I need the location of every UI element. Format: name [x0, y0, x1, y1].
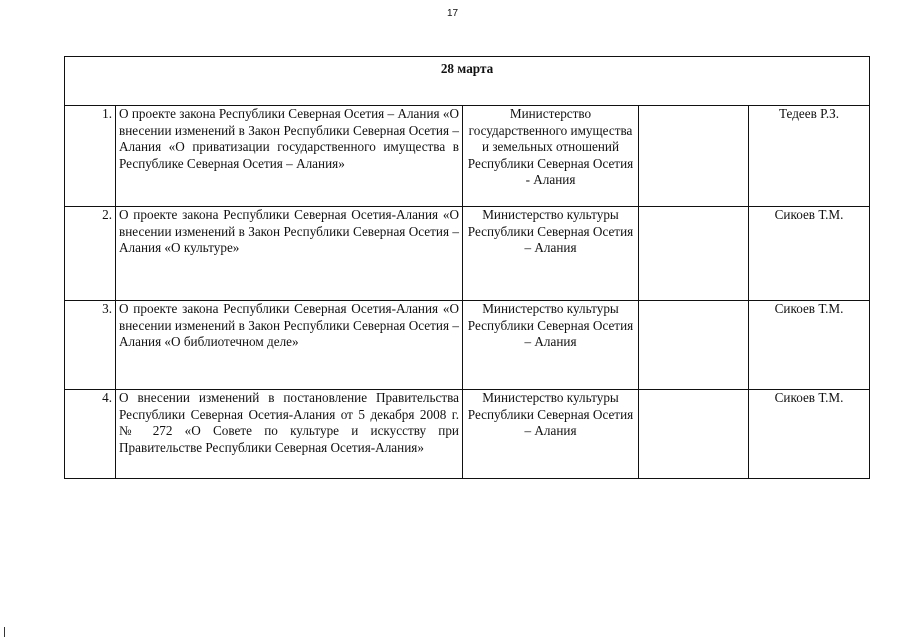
row-subject: О проекте закона Республики Северная Осетия – Алания «О внесении изменений в Закон Республики Северная Осетия – Алания «О приватизации государственного имущества в Республике Северная Осетия – Алания»: [116, 106, 463, 207]
page-number: 17: [446, 8, 459, 19]
table-row: [65, 390, 870, 479]
row-number: 1.: [65, 106, 116, 207]
row-subject: О проекте закона Республики Северная Осетия-Алания «О внесении изменений в Закон Республики Северная Осетия – Алания «О культуре»: [116, 207, 463, 301]
row-organization: Министерство культуры Республики Северная Осетия – Алания: [463, 390, 639, 479]
table-row: [65, 301, 870, 390]
row-responsible: Сикоев Т.М.: [749, 390, 870, 479]
row-number: 3.: [65, 301, 116, 390]
row-organization: Министерство культуры Республики Северная Осетия – Алания: [463, 207, 639, 301]
schedule-table: [64, 56, 870, 479]
scan-edge-mark: [4, 627, 5, 637]
row-organization: Министерство культуры Республики Северная Осетия – Алания: [463, 301, 639, 390]
date-header: 28 марта: [65, 57, 870, 106]
row-subject: О внесении изменений в постановление Правительства Республики Северная Осетия-Алания от 5 декабря 2008 г. № 272 «О Совете по культуре и искусству при Правительстве Республики Северная Осетия-Алания»: [116, 390, 463, 479]
row-organization: Министерство государственного имущества и земельных отношений Республики Северная Осетия - Алания: [463, 106, 639, 207]
date-header-row: [65, 57, 870, 106]
row-responsible: Тедеев Р.З.: [749, 106, 870, 207]
row-empty-cell: [639, 301, 749, 390]
row-number: 2.: [65, 207, 116, 301]
row-empty-cell: [639, 390, 749, 479]
row-empty-cell: [639, 106, 749, 207]
row-responsible: Сикоев Т.М.: [749, 207, 870, 301]
table-row: [65, 207, 870, 301]
row-subject: О проекте закона Республики Северная Осетия-Алания «О внесении изменений в Закон Республики Северная Осетия – Алания «О библиотечном деле»: [116, 301, 463, 390]
row-number: 4.: [65, 390, 116, 479]
row-responsible: Сикоев Т.М.: [749, 301, 870, 390]
row-empty-cell: [639, 207, 749, 301]
table-row: [65, 106, 870, 207]
